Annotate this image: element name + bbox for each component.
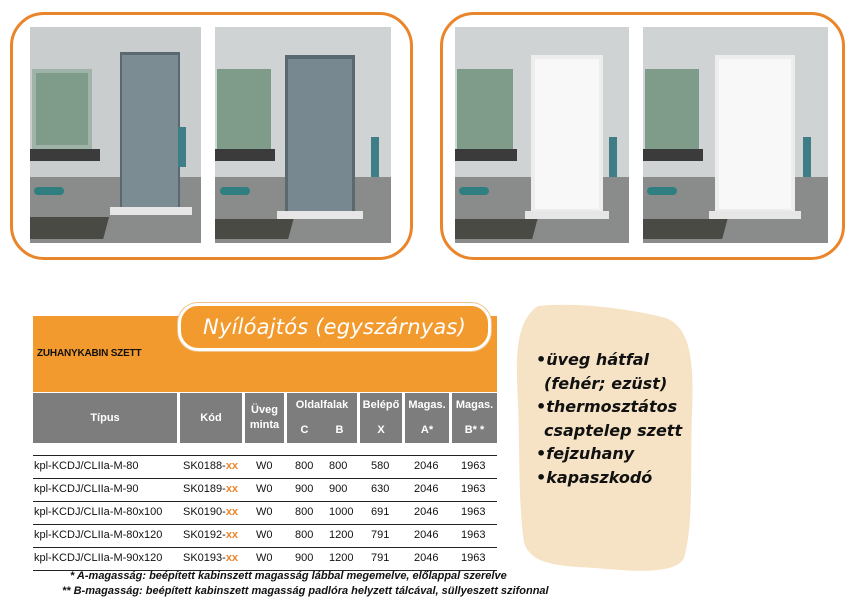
cell-uveg: W0 [256,460,273,472]
header-magas-b-sub: B* * [464,424,485,436]
cell-bb: 1963 [461,483,486,495]
cell-b: 1200 [329,552,354,564]
header-belepo [360,393,402,443]
cell-tipus: kpl-KCDJ/CLIIa-M-90x120 [34,552,163,564]
cell-b: 1000 [329,506,354,518]
cell-b: 1200 [329,529,354,541]
cell-kod-suffix: xx [225,506,239,518]
header-uveg-line1: Üveg [251,404,278,416]
header-magas-a [405,393,449,443]
shower-photo-1 [30,27,201,243]
cell-bb: 1963 [461,552,486,564]
header-uveg [245,393,284,443]
shower-photo-4 [643,27,828,243]
cell-kod: SK0188-xx [183,460,239,472]
header-oldal-c: C [300,424,309,436]
cell-bb: 1963 [461,529,486,541]
cell-bb: 1963 [461,460,486,472]
header-magas-b [452,393,497,443]
cell-a: 2046 [414,506,439,518]
feature-item: •kapaszkodó [536,467,653,487]
shower-photo-2 [215,27,391,243]
cell-c: 900 [295,483,314,495]
feature-list [536,348,682,489]
shower-photo-3 [455,27,629,243]
table-row [33,479,497,502]
cell-x: 791 [371,529,390,541]
cell-kod-suffix: xx [225,483,239,495]
feature-item: •thermosztátos [536,397,678,416]
header-magas-b-label: Magas. [455,399,494,411]
cell-x: 691 [371,506,390,518]
feature-item: •fejzuhany [536,444,635,463]
cell-a: 2046 [414,552,439,564]
header-oldalfalak-label: Oldalfalak [295,399,349,411]
cell-kod-suffix: xx [225,529,239,541]
cell-bb: 1963 [461,506,486,518]
spec-table [33,455,497,571]
table-row [33,548,497,571]
header-belepo-x: X [377,424,385,436]
cell-uveg: W0 [256,529,273,541]
cell-kod: SK0193-xx [183,552,239,564]
cell-b: 800 [329,460,348,472]
cell-uveg: W0 [256,552,273,564]
cell-kod: SK0189-xx [183,483,239,495]
header-magas-a-sub: A* [420,424,434,436]
cell-x: 630 [371,483,390,495]
cell-c: 800 [295,506,314,518]
note-a: * A-magasság: beépített kabinszett magasság lábbal megemelve, előlappal szerelve [70,570,507,582]
cell-tipus: kpl-KCDJ/CLIIa-M-80x100 [34,506,163,518]
cell-kod-suffix: xx [225,460,239,472]
cell-tipus: kpl-KCDJ/CLIIa-M-80x120 [34,529,163,541]
header-tipus-label: Típus [90,411,120,424]
header-belepo-label: Belépő [362,399,400,411]
header-uveg-line2: minta [249,419,280,431]
cell-kod: SK0192-xx [183,529,239,541]
table-row [33,455,497,479]
cell-a: 2046 [414,483,439,495]
cell-tipus: kpl-KCDJ/CLIIa-M-80 [34,460,139,472]
table-row [33,502,497,525]
cell-x: 580 [371,460,390,472]
table-row [33,525,497,548]
cell-uveg: W0 [256,506,273,518]
cell-c: 800 [295,529,314,541]
header-kod [180,393,242,443]
header-oldal-b: B [335,424,344,436]
feature-item: csaptelep szett [544,420,683,440]
header-kod-label: Kód [200,411,222,424]
cell-kod: SK0190-xx [183,506,239,518]
cell-x: 791 [371,552,390,564]
cell-b: 900 [329,483,348,495]
header-tipus [33,393,177,443]
header-magas-a-label: Magas. [408,399,446,411]
page-title: Nyílóajtós (egyszárnyas) [178,303,491,351]
cell-a: 2046 [414,529,439,541]
cell-c: 900 [295,552,314,564]
cell-c: 800 [295,460,314,472]
header-oldalfalak [287,393,357,443]
cell-tipus: kpl-KCDJ/CLIIa-M-90 [34,483,139,495]
cell-kod-suffix: xx [225,552,239,564]
cell-a: 2046 [414,460,439,472]
feature-item: •üveg hátfal [536,350,649,369]
note-b: ** B-magasság: beépített kabinszett magasság padlóra helyzett tálcával, süllyeszett szifonnal [62,585,549,597]
feature-item: (fehér; ezüst) [544,373,668,393]
product-name: ZUHANYKABIN SZETT [37,348,142,359]
cell-uveg: W0 [256,483,273,495]
